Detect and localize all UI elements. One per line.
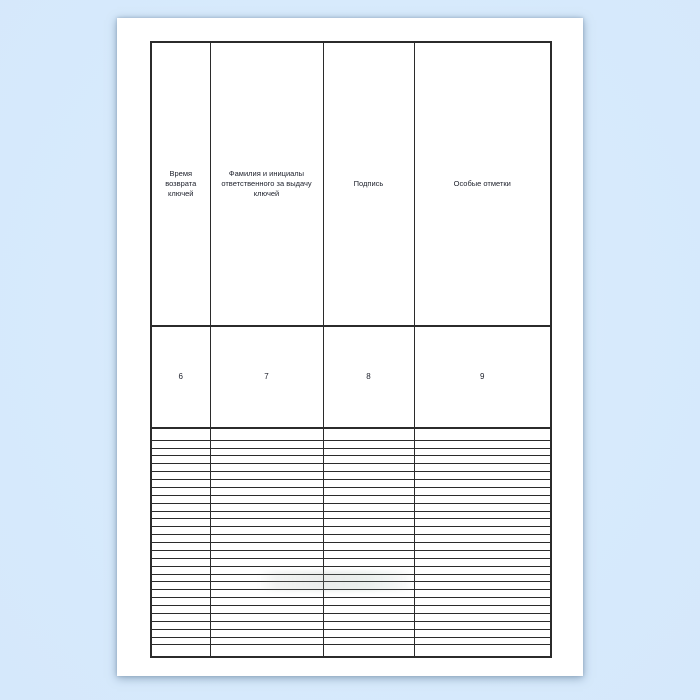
table-row [151,613,551,621]
empty-cell [323,582,414,590]
empty-cell [210,566,323,574]
empty-cell [151,582,210,590]
table-row [151,503,551,511]
empty-cell [323,574,414,582]
empty-cell [210,598,323,606]
empty-cell [210,621,323,629]
empty-cell [210,637,323,645]
empty-cell [323,511,414,519]
empty-cell [151,535,210,543]
key-register-table [150,41,552,658]
table-row [151,574,551,582]
empty-cell [210,495,323,503]
table-row [151,629,551,637]
empty-cell [151,448,210,456]
table-row [151,558,551,566]
empty-cell [414,503,551,511]
empty-cell [323,590,414,598]
table-row [151,448,551,456]
empty-cell [323,535,414,543]
empty-cell [151,645,210,657]
empty-cell [210,487,323,495]
empty-cell [414,487,551,495]
empty-cell [151,456,210,464]
empty-cell [323,495,414,503]
table-row [151,511,551,519]
empty-cell [414,613,551,621]
empty-cell [210,456,323,464]
empty-cell [323,428,414,440]
empty-rows-body [151,428,551,657]
empty-cell [414,574,551,582]
column-header-signature: Подпись [323,42,414,326]
table-row [151,645,551,657]
column-header-special-notes: Особые отметки [414,42,551,326]
empty-cell [210,511,323,519]
empty-cell [151,527,210,535]
empty-cell [151,440,210,448]
empty-cell [210,606,323,614]
table-row [151,606,551,614]
document-page [117,18,583,676]
empty-cell [323,613,414,621]
empty-cell [323,606,414,614]
empty-cell [414,590,551,598]
empty-cell [151,590,210,598]
empty-cell [414,511,551,519]
column-number-8: 8 [323,326,414,429]
column-numbers-row [151,326,551,429]
empty-cell [210,503,323,511]
empty-cell [414,621,551,629]
table-row [151,428,551,440]
empty-cell [151,621,210,629]
table-row [151,487,551,495]
empty-cell [210,590,323,598]
table-row [151,472,551,480]
empty-cell [210,582,323,590]
empty-cell [323,519,414,527]
empty-cell [210,543,323,551]
empty-cell [414,495,551,503]
empty-cell [210,558,323,566]
column-number-6: 6 [151,326,210,429]
empty-cell [323,645,414,657]
table-row [151,550,551,558]
table-row [151,582,551,590]
empty-cell [323,637,414,645]
empty-cell [210,629,323,637]
column-number-7: 7 [210,326,323,429]
empty-cell [414,637,551,645]
empty-cell [323,566,414,574]
empty-cell [414,606,551,614]
empty-cell [151,558,210,566]
empty-cell [151,487,210,495]
table-body [151,42,551,428]
empty-cell [323,558,414,566]
empty-cell [414,527,551,535]
empty-cell [210,480,323,488]
empty-cell [323,503,414,511]
empty-cell [414,535,551,543]
table-row [151,590,551,598]
table-header-row [151,42,551,326]
empty-cell [151,606,210,614]
table-row [151,598,551,606]
table-row [151,566,551,574]
table-row [151,621,551,629]
empty-cell [151,637,210,645]
empty-cell [414,558,551,566]
empty-cell [151,428,210,440]
table-row [151,637,551,645]
empty-cell [210,428,323,440]
empty-cell [210,550,323,558]
table-row [151,480,551,488]
empty-cell [323,621,414,629]
empty-cell [151,464,210,472]
empty-cell [210,448,323,456]
table-row [151,495,551,503]
table-row [151,527,551,535]
column-header-return-time: Время возврата ключей [151,42,210,326]
table-row [151,535,551,543]
table-row [151,456,551,464]
empty-cell [151,543,210,551]
table-row [151,543,551,551]
empty-cell [323,464,414,472]
empty-cell [414,480,551,488]
empty-cell [151,629,210,637]
empty-cell [151,574,210,582]
empty-cell [323,487,414,495]
empty-cell [151,519,210,527]
empty-cell [414,543,551,551]
empty-cell [151,566,210,574]
empty-cell [414,550,551,558]
empty-cell [323,440,414,448]
empty-cell [323,527,414,535]
empty-cell [414,629,551,637]
empty-cell [323,448,414,456]
empty-cell [210,472,323,480]
empty-cell [414,456,551,464]
empty-cell [414,472,551,480]
empty-cell [414,519,551,527]
empty-cell [323,472,414,480]
empty-cell [151,503,210,511]
table-row [151,464,551,472]
empty-cell [323,456,414,464]
empty-cell [151,511,210,519]
empty-cell [210,440,323,448]
empty-cell [414,566,551,574]
column-number-9: 9 [414,326,551,429]
empty-cell [323,598,414,606]
empty-cell [151,613,210,621]
table-row [151,440,551,448]
empty-cell [151,472,210,480]
table-row [151,519,551,527]
empty-cell [414,582,551,590]
column-header-responsible-person: Фамилия и инициалы ответственного за выдачу ключей [210,42,323,326]
empty-cell [151,480,210,488]
empty-cell [414,448,551,456]
empty-cell [210,645,323,657]
empty-cell [210,519,323,527]
empty-cell [323,550,414,558]
empty-cell [414,645,551,657]
empty-cell [210,574,323,582]
empty-cell [151,598,210,606]
empty-cell [151,550,210,558]
empty-cell [210,535,323,543]
empty-cell [210,527,323,535]
empty-cell [210,613,323,621]
empty-cell [414,464,551,472]
empty-cell [414,440,551,448]
empty-cell [414,428,551,440]
empty-cell [323,629,414,637]
empty-cell [414,598,551,606]
empty-cell [323,480,414,488]
empty-cell [151,495,210,503]
empty-cell [210,464,323,472]
empty-cell [323,543,414,551]
